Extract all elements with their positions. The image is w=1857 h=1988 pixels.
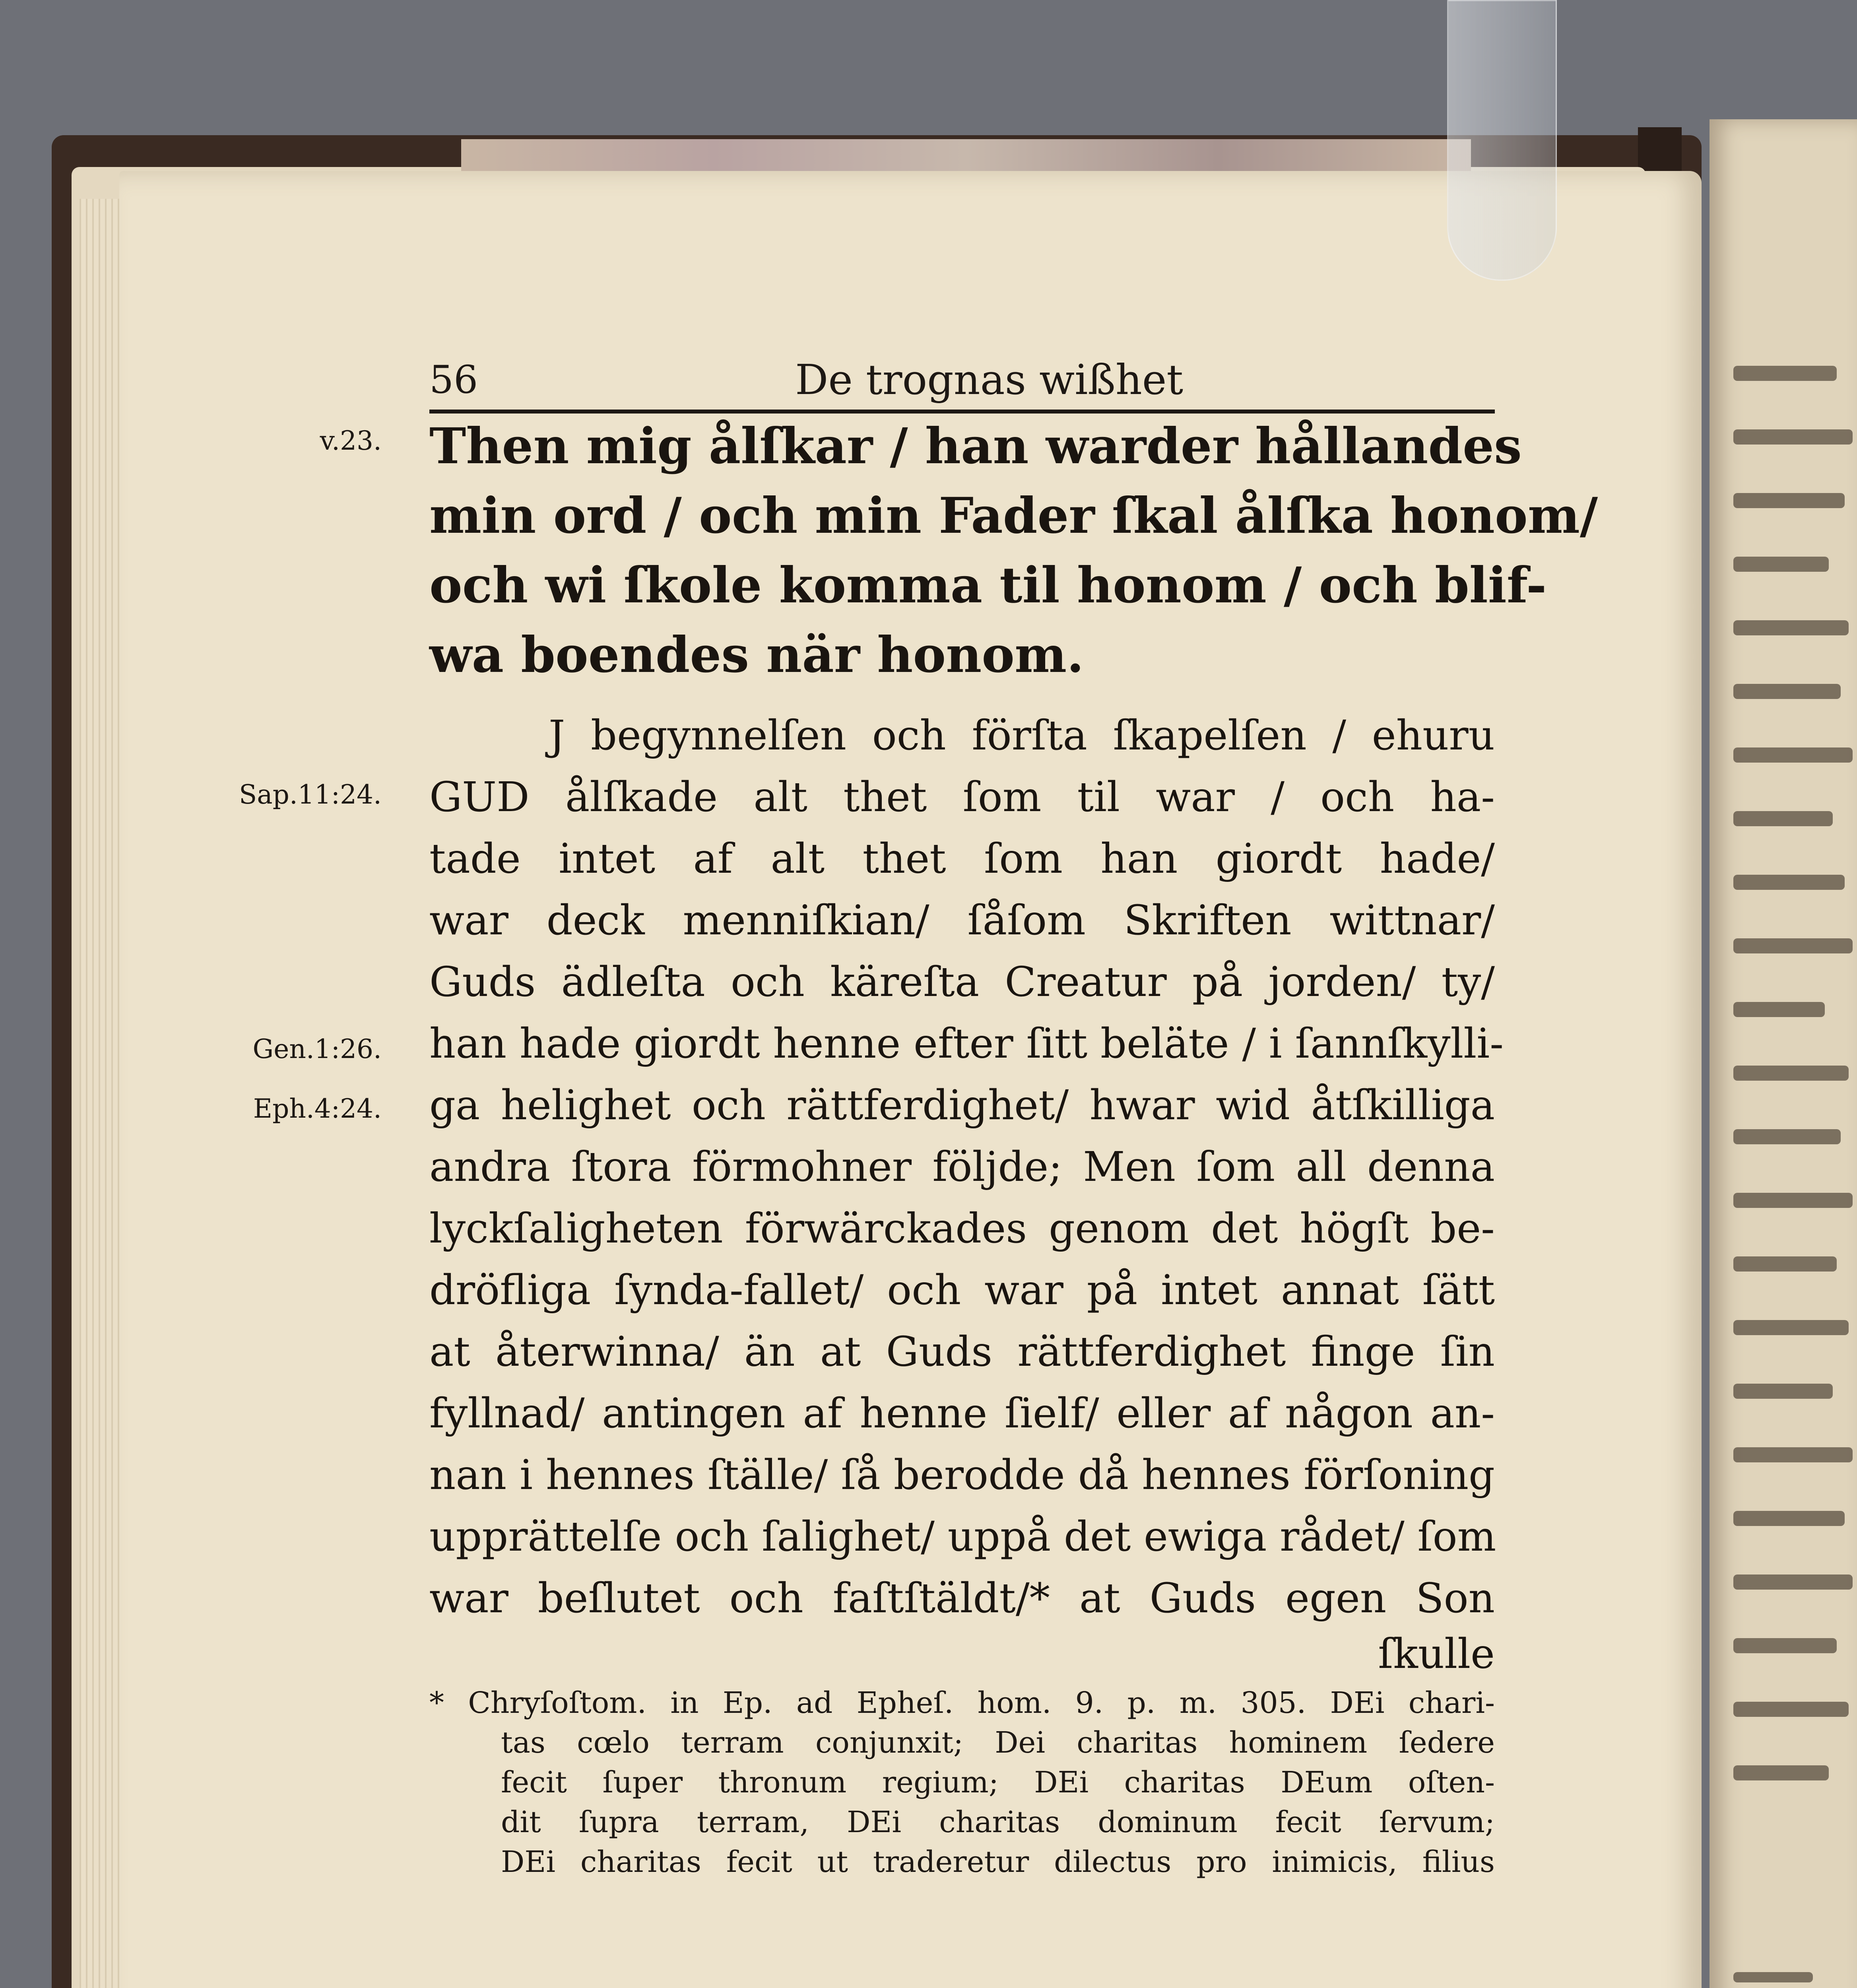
text-line: lyckſaligheten förwärckades genom det högſt be- bbox=[429, 1205, 1495, 1252]
text-line: at återwinna/ än at Guds rättferdighet finge ſin bbox=[429, 1328, 1495, 1376]
text-line: war beſlutet och faſtſtäldt/* at Guds egen Son bbox=[429, 1574, 1495, 1622]
header-rule bbox=[429, 410, 1495, 414]
text-line: andra ſtora förmohner följde; Men ſom all denna bbox=[429, 1143, 1495, 1191]
text-line: han hade giordt henne efter ſitt beläte / i ſannſkylli- bbox=[429, 1020, 1504, 1068]
footnote-line: fecit ſuper thronum regium; DEi charitas DEum oſten- bbox=[501, 1765, 1495, 1800]
text-line: war deck menniſkian/ ſåſom Skriften wittnar/ bbox=[429, 897, 1495, 944]
page-number: 56 bbox=[429, 357, 478, 402]
verse-line: Then mig ålſkar / han warder hållandes bbox=[429, 417, 1522, 475]
page-clip-top bbox=[1447, 0, 1557, 281]
footnote-line: tas cœlo terram conjunxit; Dei charitas hominem ſedere bbox=[501, 1726, 1495, 1760]
text-line: upprättelſe och ſalighet/ uppå det ewiga rådet/ ſom bbox=[429, 1513, 1496, 1561]
footnote-line: dit ſupra terram, DEi charitas dominum fecit ſervum; bbox=[501, 1805, 1495, 1839]
verse-line: min ord / och min Fader ſkal ålſka honom/ bbox=[429, 487, 1598, 545]
catchword: ſkulle bbox=[1378, 1630, 1495, 1678]
footnote-line: DEi charitas fecit ut traderetur dilectus pro inimicis, filius bbox=[501, 1845, 1495, 1879]
text-line: nan i hennes ſtälle/ ſå berodde då hennes förſoning bbox=[429, 1451, 1495, 1499]
text-line: ga helighet och rättferdighet/ hwar wid åtſkilliga bbox=[429, 1081, 1495, 1129]
margin-note-eph: Eph.4:24. bbox=[253, 1093, 382, 1124]
verse-line: och wi ſkole komma til honom / och blif- bbox=[429, 557, 1547, 614]
text-line: tade intet af alt thet ſom han giordt hade/ bbox=[429, 835, 1495, 883]
text-line: fyllnad/ antingen af henne ſielf/ eller af någon an- bbox=[429, 1390, 1495, 1437]
running-head bbox=[429, 350, 1495, 410]
running-title: De trognas wißhet bbox=[795, 355, 1184, 404]
margin-note-gen: Gen.1:26. bbox=[252, 1034, 382, 1064]
verse-line: wa boendes när honom. bbox=[429, 626, 1084, 684]
margin-note-verse: v.23. bbox=[320, 425, 382, 456]
footnote-line: * Chryſoſtom. in Ep. ad Epheſ. hom. 9. p. m. 305. DEi chari- bbox=[429, 1686, 1495, 1720]
text-line: Guds ädleſta och käreſta Creatur på jorden/ ty/ bbox=[429, 958, 1495, 1006]
text-line: GUD ålſkade alt thet ſom til war / och ha- bbox=[429, 773, 1495, 821]
text-line: dröfliga ſynda-fallet/ och war på intet annat ſätt bbox=[429, 1266, 1495, 1314]
text-line: J begynnelſen och förſta ſkapelſen / ehuru bbox=[549, 712, 1495, 759]
margin-note-sap: Sap.11:24. bbox=[239, 779, 382, 810]
